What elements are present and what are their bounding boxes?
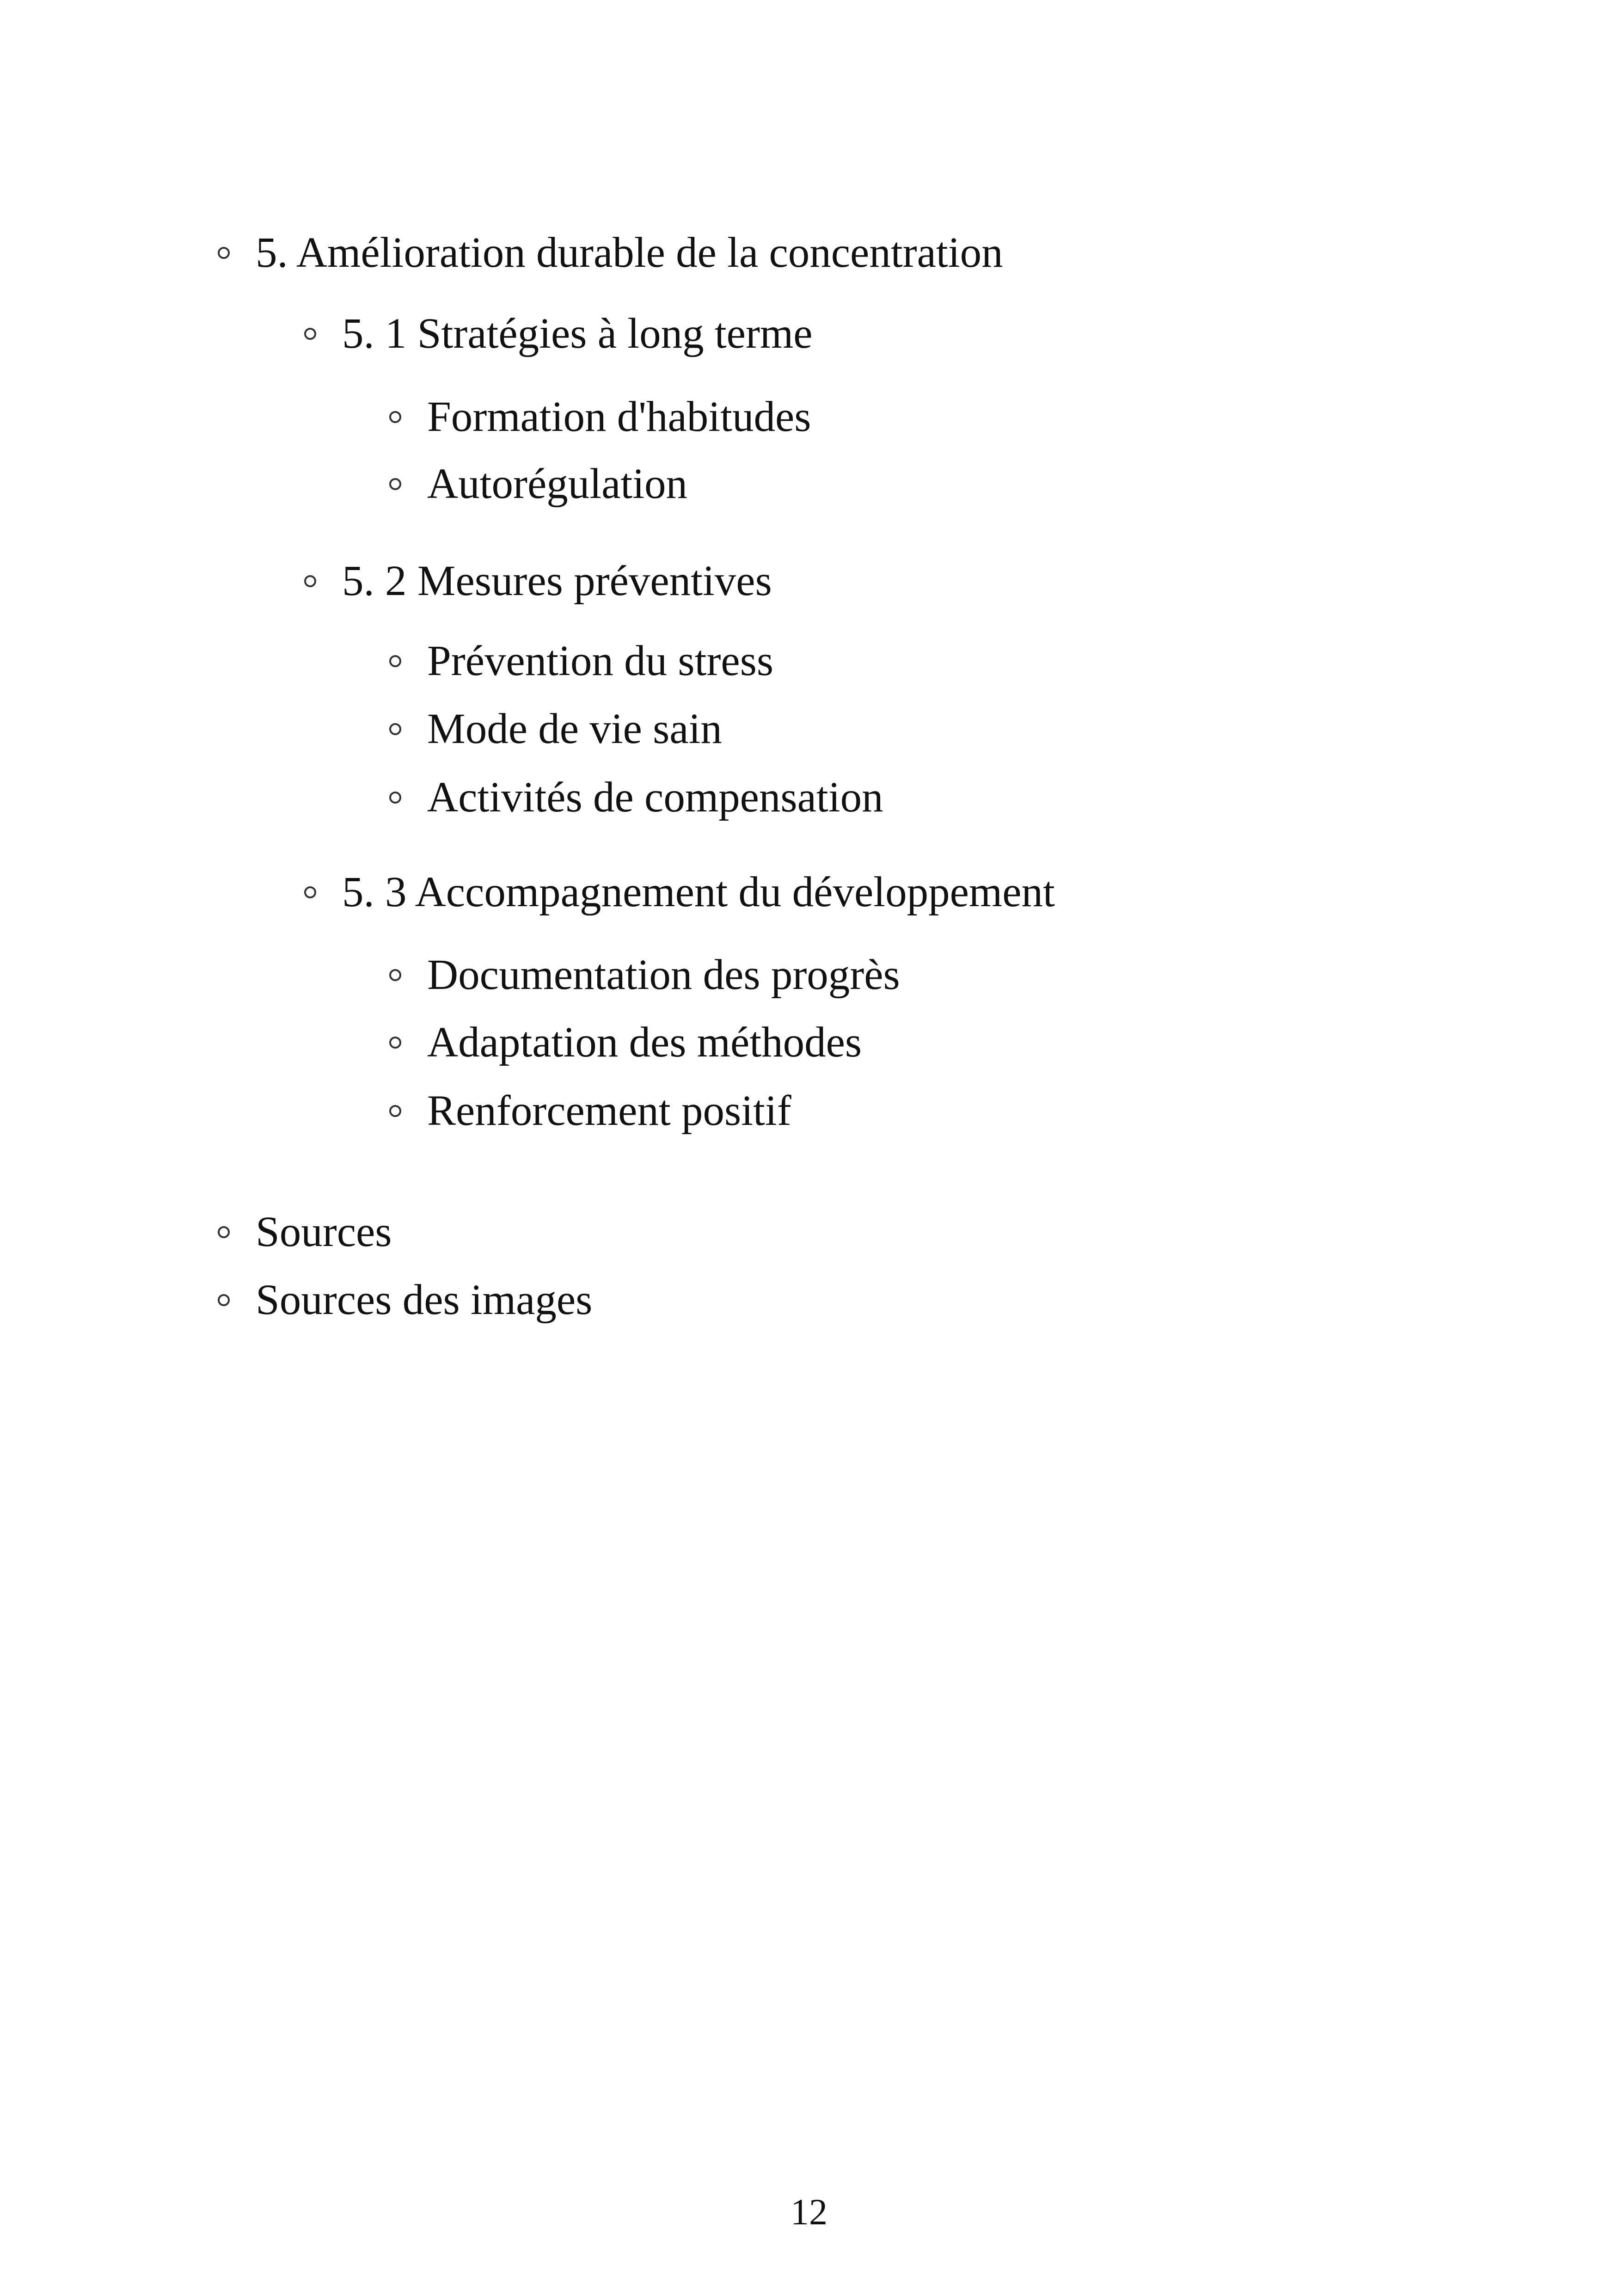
toc-entry-label: Sources des images [256, 1276, 593, 1324]
toc-entry-renforcement-positif[interactable] [427, 1087, 791, 1135]
circle-bullet-icon [389, 969, 401, 981]
toc-entry-formation-habitudes[interactable] [427, 393, 811, 441]
toc-entry-section-5-1[interactable] [342, 312, 813, 355]
circle-bullet-icon [218, 1226, 230, 1238]
circle-bullet-icon [218, 247, 230, 259]
toc-entry-label: Prévention du stress [427, 637, 774, 685]
toc-entry-label: 5. 1 Stratégies à long terme [342, 310, 813, 357]
circle-bullet-icon [389, 411, 401, 423]
toc-entry-autoregulation[interactable] [427, 460, 688, 508]
circle-bullet-icon [304, 575, 316, 587]
toc-entry-section-5[interactable] [256, 231, 1003, 274]
toc-entry-label: Mode de vie sain [427, 705, 722, 753]
circle-bullet-icon [389, 792, 401, 804]
circle-bullet-icon [389, 1105, 401, 1117]
circle-bullet-icon [389, 655, 401, 667]
toc-entry-label: Renforcement positif [427, 1087, 791, 1135]
toc-entry-label: Autorégulation [427, 460, 688, 508]
circle-bullet-icon [389, 1037, 401, 1049]
toc-entry-label: Documentation des progrès [427, 951, 900, 999]
toc-entry-section-5-3[interactable] [342, 868, 1055, 916]
toc-entry-adaptation-methodes[interactable] [427, 1021, 862, 1064]
toc-entry-label: Activités de compensation [427, 774, 883, 821]
circle-bullet-icon [218, 1294, 230, 1306]
toc-entry-label: 5. 3 Accompagnement du développement [342, 868, 1055, 916]
toc-entry-image-sources[interactable] [256, 1276, 593, 1324]
toc-entry-label: 5. 2 Mesures préventives [342, 557, 772, 605]
circle-bullet-icon [304, 328, 316, 340]
toc-entry-mode-de-vie-sain[interactable] [427, 705, 722, 753]
circle-bullet-icon [389, 723, 401, 735]
toc-entry-activites-compensation[interactable] [427, 776, 883, 819]
toc-entry-section-5-2[interactable] [342, 557, 772, 605]
circle-bullet-icon [389, 478, 401, 490]
toc-entry-label: Formation d'habitudes [427, 393, 811, 441]
toc-entry-documentation-progres[interactable] [427, 951, 900, 999]
toc-entry-label: Sources [256, 1208, 392, 1256]
toc-entry-label: Adaptation des méthodes [427, 1019, 862, 1066]
toc-entry-prevention-stress[interactable] [427, 637, 774, 685]
toc-entry-sources[interactable] [256, 1208, 392, 1256]
page-number: 12 [791, 2192, 827, 2233]
circle-bullet-icon [304, 886, 316, 898]
toc-entry-label: 5. Amélioration durable de la concentration [256, 229, 1003, 276]
